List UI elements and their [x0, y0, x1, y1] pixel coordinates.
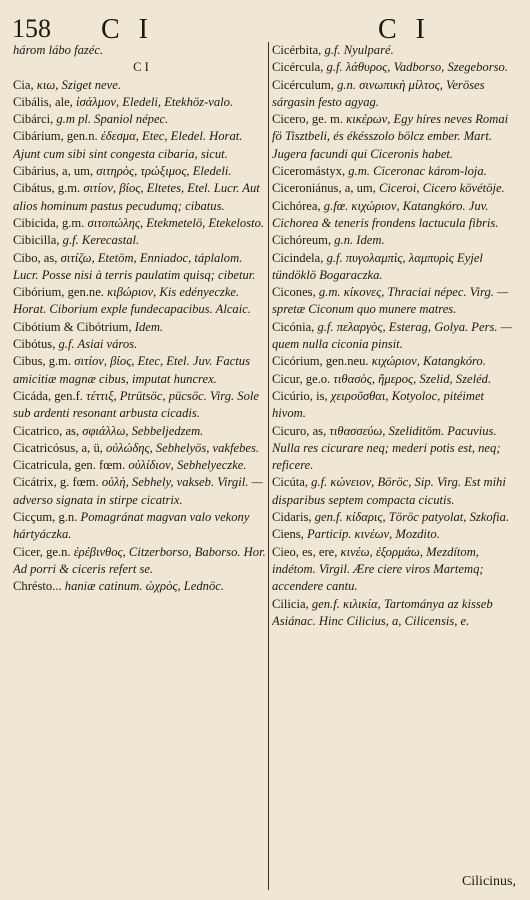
entry-definition: g.f. κώνειον, Böröc, Sip. Virg. Est mihi disparibus septem compacta cicutis. [272, 475, 506, 507]
entry-definition: g.f. λάθυρος, Vadborso, Szegeborso. [326, 60, 508, 75]
dictionary-entry [13, 336, 269, 353]
entry-headword: Cicúta, [272, 475, 312, 490]
entry-headword: Cibus, g.m. [13, 354, 75, 369]
right-column [272, 42, 520, 882]
entry-headword: Cicatricula, gen. fœm. [13, 458, 129, 473]
entry-headword: Cicero, ge. m. [272, 112, 347, 127]
dictionary-entry [13, 457, 269, 474]
entry-definition: κιχώριον, Katangkóro. [371, 354, 486, 369]
entry-headword: Cieo, es, ere, [272, 544, 341, 559]
entry-headword: Cicuro, as, [272, 423, 330, 438]
entry-headword: Cibárium, gen.n. [13, 129, 101, 144]
entry-headword: Cicórium, gen.neu. [272, 354, 372, 369]
entry-definition: Idem. [134, 319, 164, 334]
dictionary-entry [13, 423, 269, 440]
dictionary-entry [272, 180, 520, 197]
dictionary-entry [13, 215, 269, 232]
entry-definition: g.f. Nyulparé. [324, 43, 394, 57]
dictionary-entry [13, 77, 269, 94]
entry-definition: ἐδεσμα, Etec, Eledel. Horat. Ajunt cum sibi sint congesta cibaria, sicut. [13, 129, 243, 161]
dictionary-entry [13, 232, 269, 249]
entry-definition: κινέω, ἐξορμάω, Mezdítom, indétom. Virgil. Ære ciere viros Martemq; accendere cantu. [272, 544, 484, 594]
entry-headword: Cibárius, a, um, [13, 164, 97, 179]
entry-definition: τιθασὸς, ἥμερος, Szelid, Szeléd. [333, 371, 492, 386]
page-number: 158 [12, 14, 51, 43]
entry-headword: Cicatrico, as, [13, 423, 83, 438]
dictionary-entry [272, 163, 520, 180]
entry-headword: Cibális, ale, [13, 94, 76, 109]
entry-headword: Cichóreum, [272, 233, 335, 248]
entry-headword: Cicçum, g.n. [13, 510, 81, 525]
entry-headword: Cibárci, [13, 112, 57, 127]
entry-definition: g.f. Kerecastal. [62, 233, 140, 248]
left-column [13, 42, 269, 882]
dictionary-entry [272, 474, 520, 509]
dictionary-entry [272, 250, 520, 285]
entry-headword: Cicur, ge.o. [272, 371, 334, 386]
entry-headword: Cibórium, gen.ne. [13, 285, 108, 300]
entry-headword: Cilicia, [272, 596, 312, 611]
dictionary-entry [13, 94, 269, 111]
entry-definition: g.m. Ciceronac károm-loja. [348, 164, 487, 179]
entry-definition: κιω, Sziget neve. [36, 77, 121, 92]
entry-definition: οὐλώδης, Sebhelyös, vakfebes. [106, 440, 260, 455]
entry-text: három lábo fazéc. [13, 43, 104, 57]
entry-definition: τέττιξ, Ptrütsöc, pücsöc. Virg. Sole sub ardenti resonant arbusta cicadis. [13, 388, 259, 421]
entry-definition: χειροῦσθαι, Kotyoloc, pitéimet hivom. [272, 388, 485, 421]
dictionary-entry [13, 440, 269, 457]
dictionary-entry [13, 128, 269, 163]
dictionary-entry [13, 474, 269, 509]
dictionary-entry [272, 526, 520, 543]
dictionary-entry [13, 388, 269, 423]
running-head [0, 14, 530, 44]
dictionary-entry [13, 509, 269, 544]
dictionary-entry [272, 388, 520, 423]
entry-headword: Cicindela, [272, 250, 327, 265]
entry-definition: ἰσάλμον, Eledeli, Etekhöz-valo. [75, 94, 234, 109]
entry-headword: Cicérculum, [272, 77, 338, 92]
entry-definition: ἐρέβινθος, Citzerborso, Baborso. Hor. Ad porri & ciceris refert se. [13, 544, 266, 576]
dictionary-entry [272, 42, 520, 59]
dictionary-entry [13, 353, 269, 388]
entry-headword: Cicones, [272, 285, 319, 300]
dictionary-entry [13, 111, 269, 128]
entry-headword: Ciceromástyx, [272, 164, 349, 179]
dictionary-entry [272, 319, 520, 354]
entry-definition: κικέρων, Egy híres neves Romai fö Tisztbeli, és ékésszolo bölcz ember. Mart. Jugera facundi qui Ciceronis habet. [272, 112, 509, 161]
entry-headword: Cicatricósus, a, ü, [13, 440, 107, 455]
dictionary-entry [272, 371, 520, 388]
section-heading-text: C I [133, 60, 149, 75]
entry-headword: Cicúrio, is, [272, 388, 331, 403]
entry-definition: g.n. Idem. [334, 233, 385, 248]
entry-headword: Cibicilla, [13, 233, 63, 248]
dictionary-entry [272, 111, 520, 163]
entry-headword: Cibótium & Cibótrium, [13, 319, 135, 334]
dictionary-entry [13, 180, 269, 215]
dictionary-entry [272, 423, 520, 475]
entry-headword: Cibátus, g.m. [13, 181, 84, 196]
entry-headword: Cidaris, [272, 510, 315, 525]
entry-definition: οὐλίδιον, Sebhelyeczke. [128, 458, 247, 473]
entry-definition: Particip. κινέων, Mozdito. [306, 527, 440, 542]
entry-definition: Ciceroi, Cicero kövétöje. [379, 181, 505, 196]
entry-definition: g.m pl. Spaniol népec. [56, 112, 169, 127]
dictionary-entry [272, 544, 520, 596]
dictionary-entry [13, 163, 269, 180]
entry-definition: σφιάλλω, Sebbeljedzem. [82, 423, 204, 438]
entry-definition: g.f. πυγολαμπὶς, λαμπυρὶς Eyjel tündöklö Bogaraczka. [272, 250, 483, 282]
left-column-title: C I [101, 14, 154, 45]
entry-definition: κιβώριον, Kis edényeczke. Horat. Ciborium exple fundecapacibus. Alcaic. [13, 285, 251, 317]
entry-definition: Pomagránat magvan valo vekony hártyáczka. [13, 510, 250, 542]
dictionary-entry [13, 319, 269, 336]
entry-definition: g.f. Asiai város. [58, 337, 138, 352]
entry-definition: σιτοπώλης, Etekmetelö, Etekelosto. [87, 215, 265, 230]
entry-headword: Cicer, ge.n. [13, 544, 74, 559]
dictionary-entry [13, 250, 269, 285]
entry-definition: τιθασσεύω, Szeliditöm. Pacuvius. Nulla res cicurare neq; mederi potis est, neq; reficere. [272, 423, 501, 473]
entry-headword: Cibicida, g.m. [13, 215, 88, 230]
entry-definition: gen.f. κιλικία, Tartománya az kisseb Asiánac. Hinc Cilicius, a, Cilicensis, e. [272, 596, 493, 628]
entry-definition: haniæ catinum. ὠχρὸς, Lednöc. [64, 579, 224, 594]
entry-definition: g.n. σινωπικὴ μίλτος, Veröses sárgasin festo agyag. [272, 77, 485, 109]
section-heading [13, 59, 269, 76]
entry-headword: Cichórea, [272, 198, 324, 213]
entry-headword: Cicónia, [272, 319, 318, 334]
entry-headword: Ciceroniánus, a, um, [272, 181, 380, 196]
dictionary-entry [13, 544, 269, 579]
dictionary-entry [13, 284, 269, 319]
dictionary-entry [13, 578, 269, 595]
dictionary-entry [272, 77, 520, 112]
entry-definition: σιτηρὸς, τρώξιμος, Eledeli. [96, 164, 232, 179]
catchword: Cilicinus, [461, 874, 516, 889]
entry-definition: οὐλὴ, Sebhely, vakseb. Virgil. —adverso signata in stirpe cicatrix. [13, 475, 263, 507]
right-column-title: C I [378, 14, 431, 45]
entry-definition: g.fœ. κιχώριον, Katangkóro. Juv. Cichorea & teneris frondens lactucula fibris. [272, 198, 499, 230]
entry-headword: Cicérbita, [272, 43, 325, 57]
entry-headword: Cicátrix, g. fœm. [13, 475, 102, 490]
continued-entry [13, 42, 269, 59]
dictionary-entry [272, 59, 520, 76]
entry-headword: Cia, [13, 77, 37, 92]
entry-definition: g.f. πελαργὸς, Esterag, Golya. Pers. —quem nulla ciconia pinsit. [272, 319, 512, 352]
entry-definition: σιτίον, βίος, Eltetes, Etel. Lucr. Aut alios hominum pastus pecudumq; cibatus. [13, 181, 260, 213]
dictionary-entry [272, 232, 520, 249]
entry-definition: σιτίον, βίος, Etec, Etel. Juv. Factus amicitiæ magnæ cibus, imputat huncrex. [13, 354, 250, 386]
dictionary-entry [272, 509, 520, 526]
dictionary-entry [272, 596, 520, 631]
dictionary-entry [272, 198, 520, 233]
entry-headword: Cicáda, gen.f. [13, 388, 87, 403]
dictionary-entry [272, 284, 520, 319]
dictionary-entry [272, 353, 520, 370]
entry-headword: Cicércula, [272, 60, 327, 75]
entry-definition: gen.f. κίδαρις, Töröc patyolat, Szkofia. [314, 510, 510, 525]
entry-headword: Cibo, as, [13, 250, 61, 265]
entry-definition: σιτίζω, Etetöm, Enniadoc, táplalom. Lucr. Posse nisi à terris paulatim quisq; cibetur. [13, 250, 256, 282]
entry-headword: Cibótus, [13, 337, 59, 352]
entry-headword: Ciens, [272, 527, 307, 542]
entry-headword: Chrésto... [13, 579, 65, 594]
entry-definition: g.m. κίκονες, Thraciai népec. Virg. —spretæ Ciconum quo munere matres. [272, 285, 509, 317]
